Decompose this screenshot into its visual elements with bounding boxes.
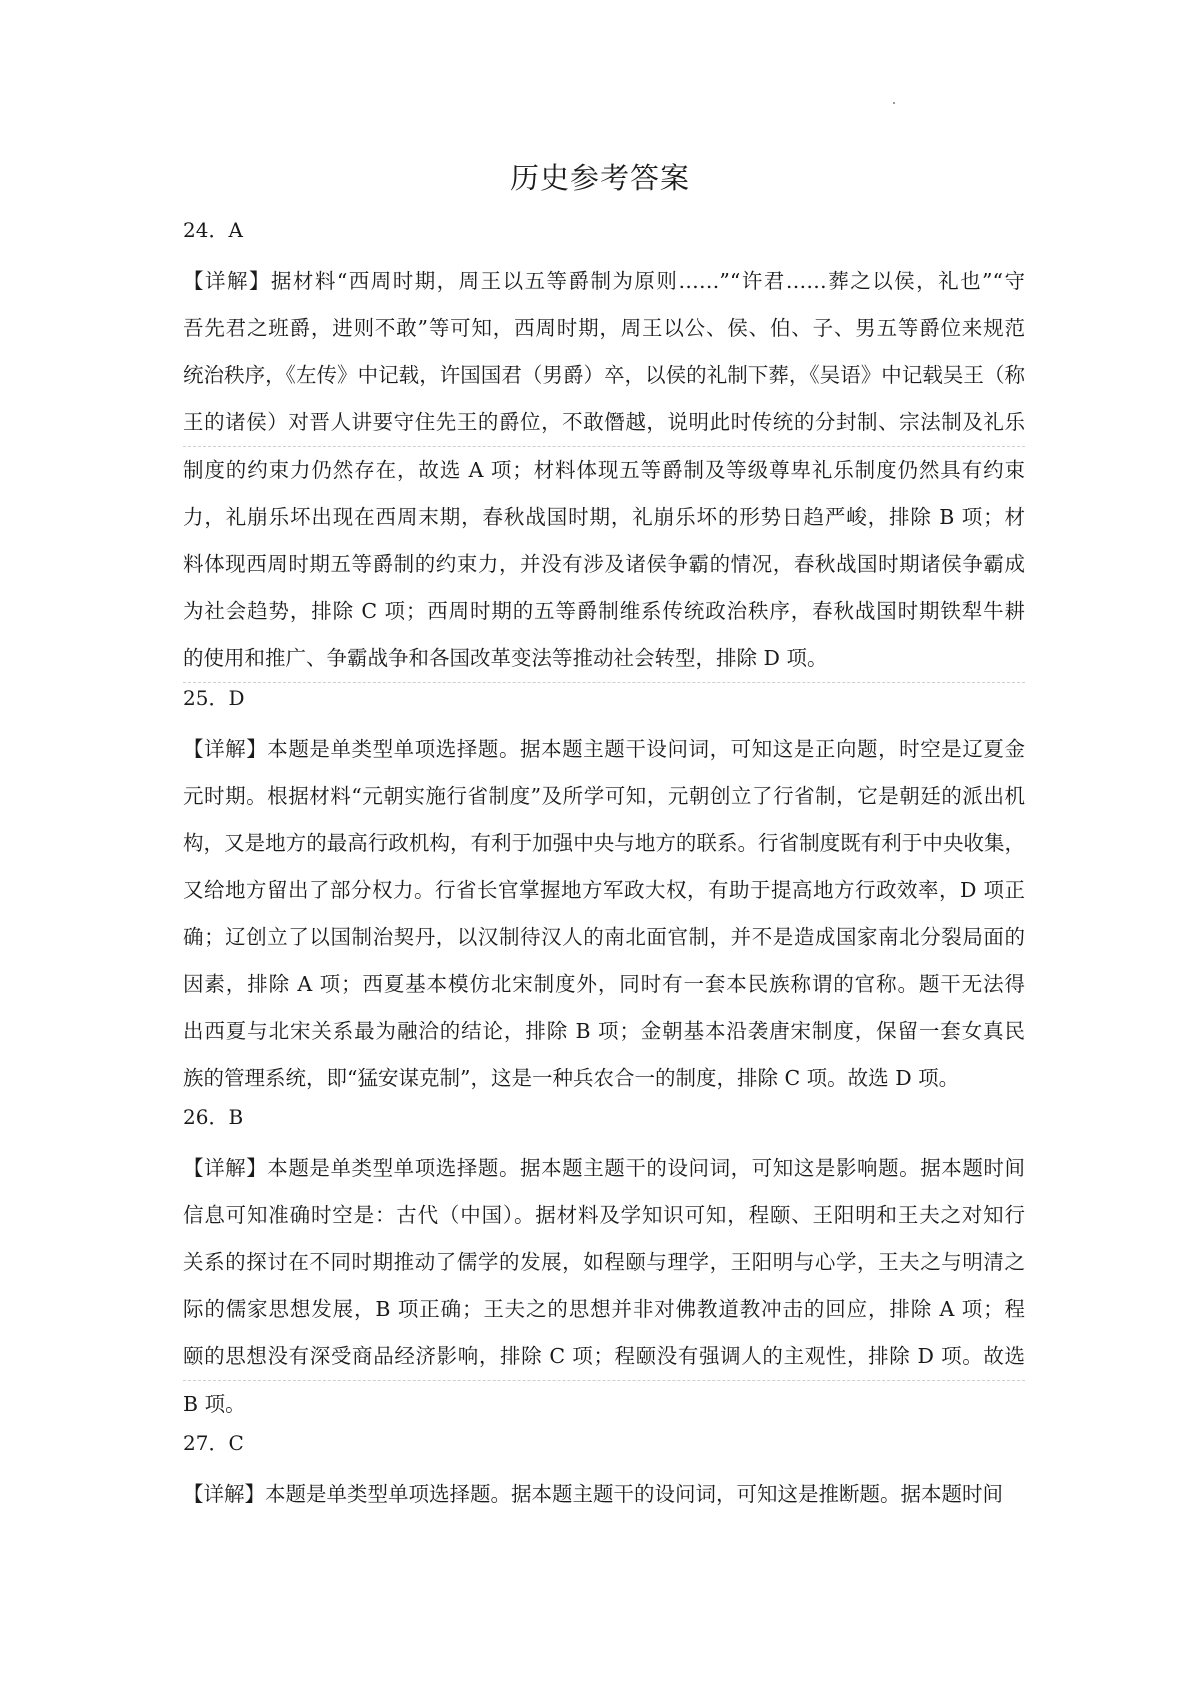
explanation-line: 统治秩序，《左传》中记载，许国国君（男爵）卒，以侯的礼制下葬，《吴语》中记载吴王（称 [183, 363, 1025, 387]
explanation-line: B 项。 [183, 1392, 246, 1416]
explanation-line: 又给地方留出了部分权力。行省长官掌握地方军政大权，有助于提高地方行政效率，D 项正 [183, 878, 1025, 902]
explanation-line: 际的儒家思想发展，B 项正确；王夫之的思想并非对佛教道教冲击的回应，排除 A 项；程 [183, 1297, 1025, 1321]
answer-block [183, 1428, 1025, 1518]
scan-speck [893, 102, 895, 104]
answer-block [183, 683, 1025, 1102]
explanation-line: 出西夏与北宋关系最为融洽的结论，排除 B 项；金朝基本沿袭唐宋制度，保留一套女真民 [183, 1019, 1025, 1043]
question-number: 24．A [183, 218, 243, 242]
explanation-line: 【详解】本题是单类型单项选择题。据本题主题干设问词，可知这是正向题，时空是辽夏金 [183, 737, 1025, 761]
explanation-line: 力，礼崩乐坏出现在西周末期，春秋战国时期，礼崩乐坏的形势日趋严峻，排除 B 项；材 [183, 505, 1025, 529]
page-title: 历史参考答案 [509, 161, 690, 195]
explanation-line: 王的诸侯）对晋人讲要守住先王的爵位，不敢僭越，说明此时传统的分封制、宗法制及礼乐 [183, 399, 1025, 447]
explanation-line: 【详解】本题是单类型单项选择题。据本题主题干的设问词，可知这是影响题。据本题时间 [183, 1156, 1025, 1180]
explanation-line: 料体现西周时期五等爵制的约束力，并没有涉及诸侯争霸的情况，春秋战国时期诸侯争霸成 [183, 552, 1025, 576]
answer-block [183, 215, 1025, 683]
explanation-line: 吾先君之班爵，进则不敢”等可知，西周时期，周王以公、侯、伯、子、男五等爵位来规范 [183, 316, 1025, 340]
explanation-line: 构，又是地方的最高行政机构，有利于加强中央与地方的联系。行省制度既有利于中央收集， [183, 831, 1025, 855]
explanation-line: 为社会趋势，排除 C 项；西周时期的五等爵制维系传统政治秩序，春秋战国时期铁犁牛耕 [183, 599, 1025, 623]
question-number: 26．B [183, 1105, 244, 1129]
explanation-line: 元时期。根据材料“元朝实施行省制度”及所学可知，元朝创立了行省制，它是朝廷的派出机 [183, 784, 1025, 808]
explanation-line: 确；辽创立了以国制治契丹，以汉制待汉人的南北面官制，并不是造成国家南北分裂局面的 [183, 925, 1025, 949]
explanation-line: 制度的约束力仍然存在，故选 A 项；材料体现五等爵制及等级尊卑礼乐制度仍然具有约束 [183, 458, 1025, 482]
explanation-line: 因素，排除 A 项；西夏基本模仿北宋制度外，同时有一套本民族称谓的官称。题干无法得 [183, 972, 1025, 996]
question-number: 27．C [183, 1431, 244, 1455]
explanation-line: 信息可知准确时空是：古代（中国）。据材料及学知识可知，程颐、王阳明和王夫之对知行 [183, 1203, 1025, 1227]
answer-list [183, 215, 1025, 1518]
explanation-line: 关系的探讨在不同时期推动了儒学的发展，如程颐与理学，王阳明与心学，王夫之与明清之 [183, 1250, 1025, 1274]
explanation-line: 【详解】本题是单类型单项选择题。据本题主题干的设问词，可知这是推断题。据本题时间 [183, 1482, 1003, 1506]
explanation-line: 族的管理系统，即“猛安谋克制”，这是一种兵农合一的制度，排除 C 项。故选 D 项。 [183, 1066, 960, 1090]
explanation-line: 颐的思想没有深受商品经济影响，排除 C 项；程颐没有强调人的主观性，排除 D 项。故选 [183, 1333, 1025, 1381]
explanation-line: 【详解】据材料“西周时期，周王以五等爵制为原则……”“许君……葬之以侯，礼也”“守 [183, 269, 1025, 293]
answer-block [183, 1102, 1025, 1428]
explanation-line: 的使用和推广、争霸战争和各国改革变法等推动社会转型，排除 D 项。 [183, 635, 1025, 683]
question-number: 25．D [183, 686, 245, 710]
